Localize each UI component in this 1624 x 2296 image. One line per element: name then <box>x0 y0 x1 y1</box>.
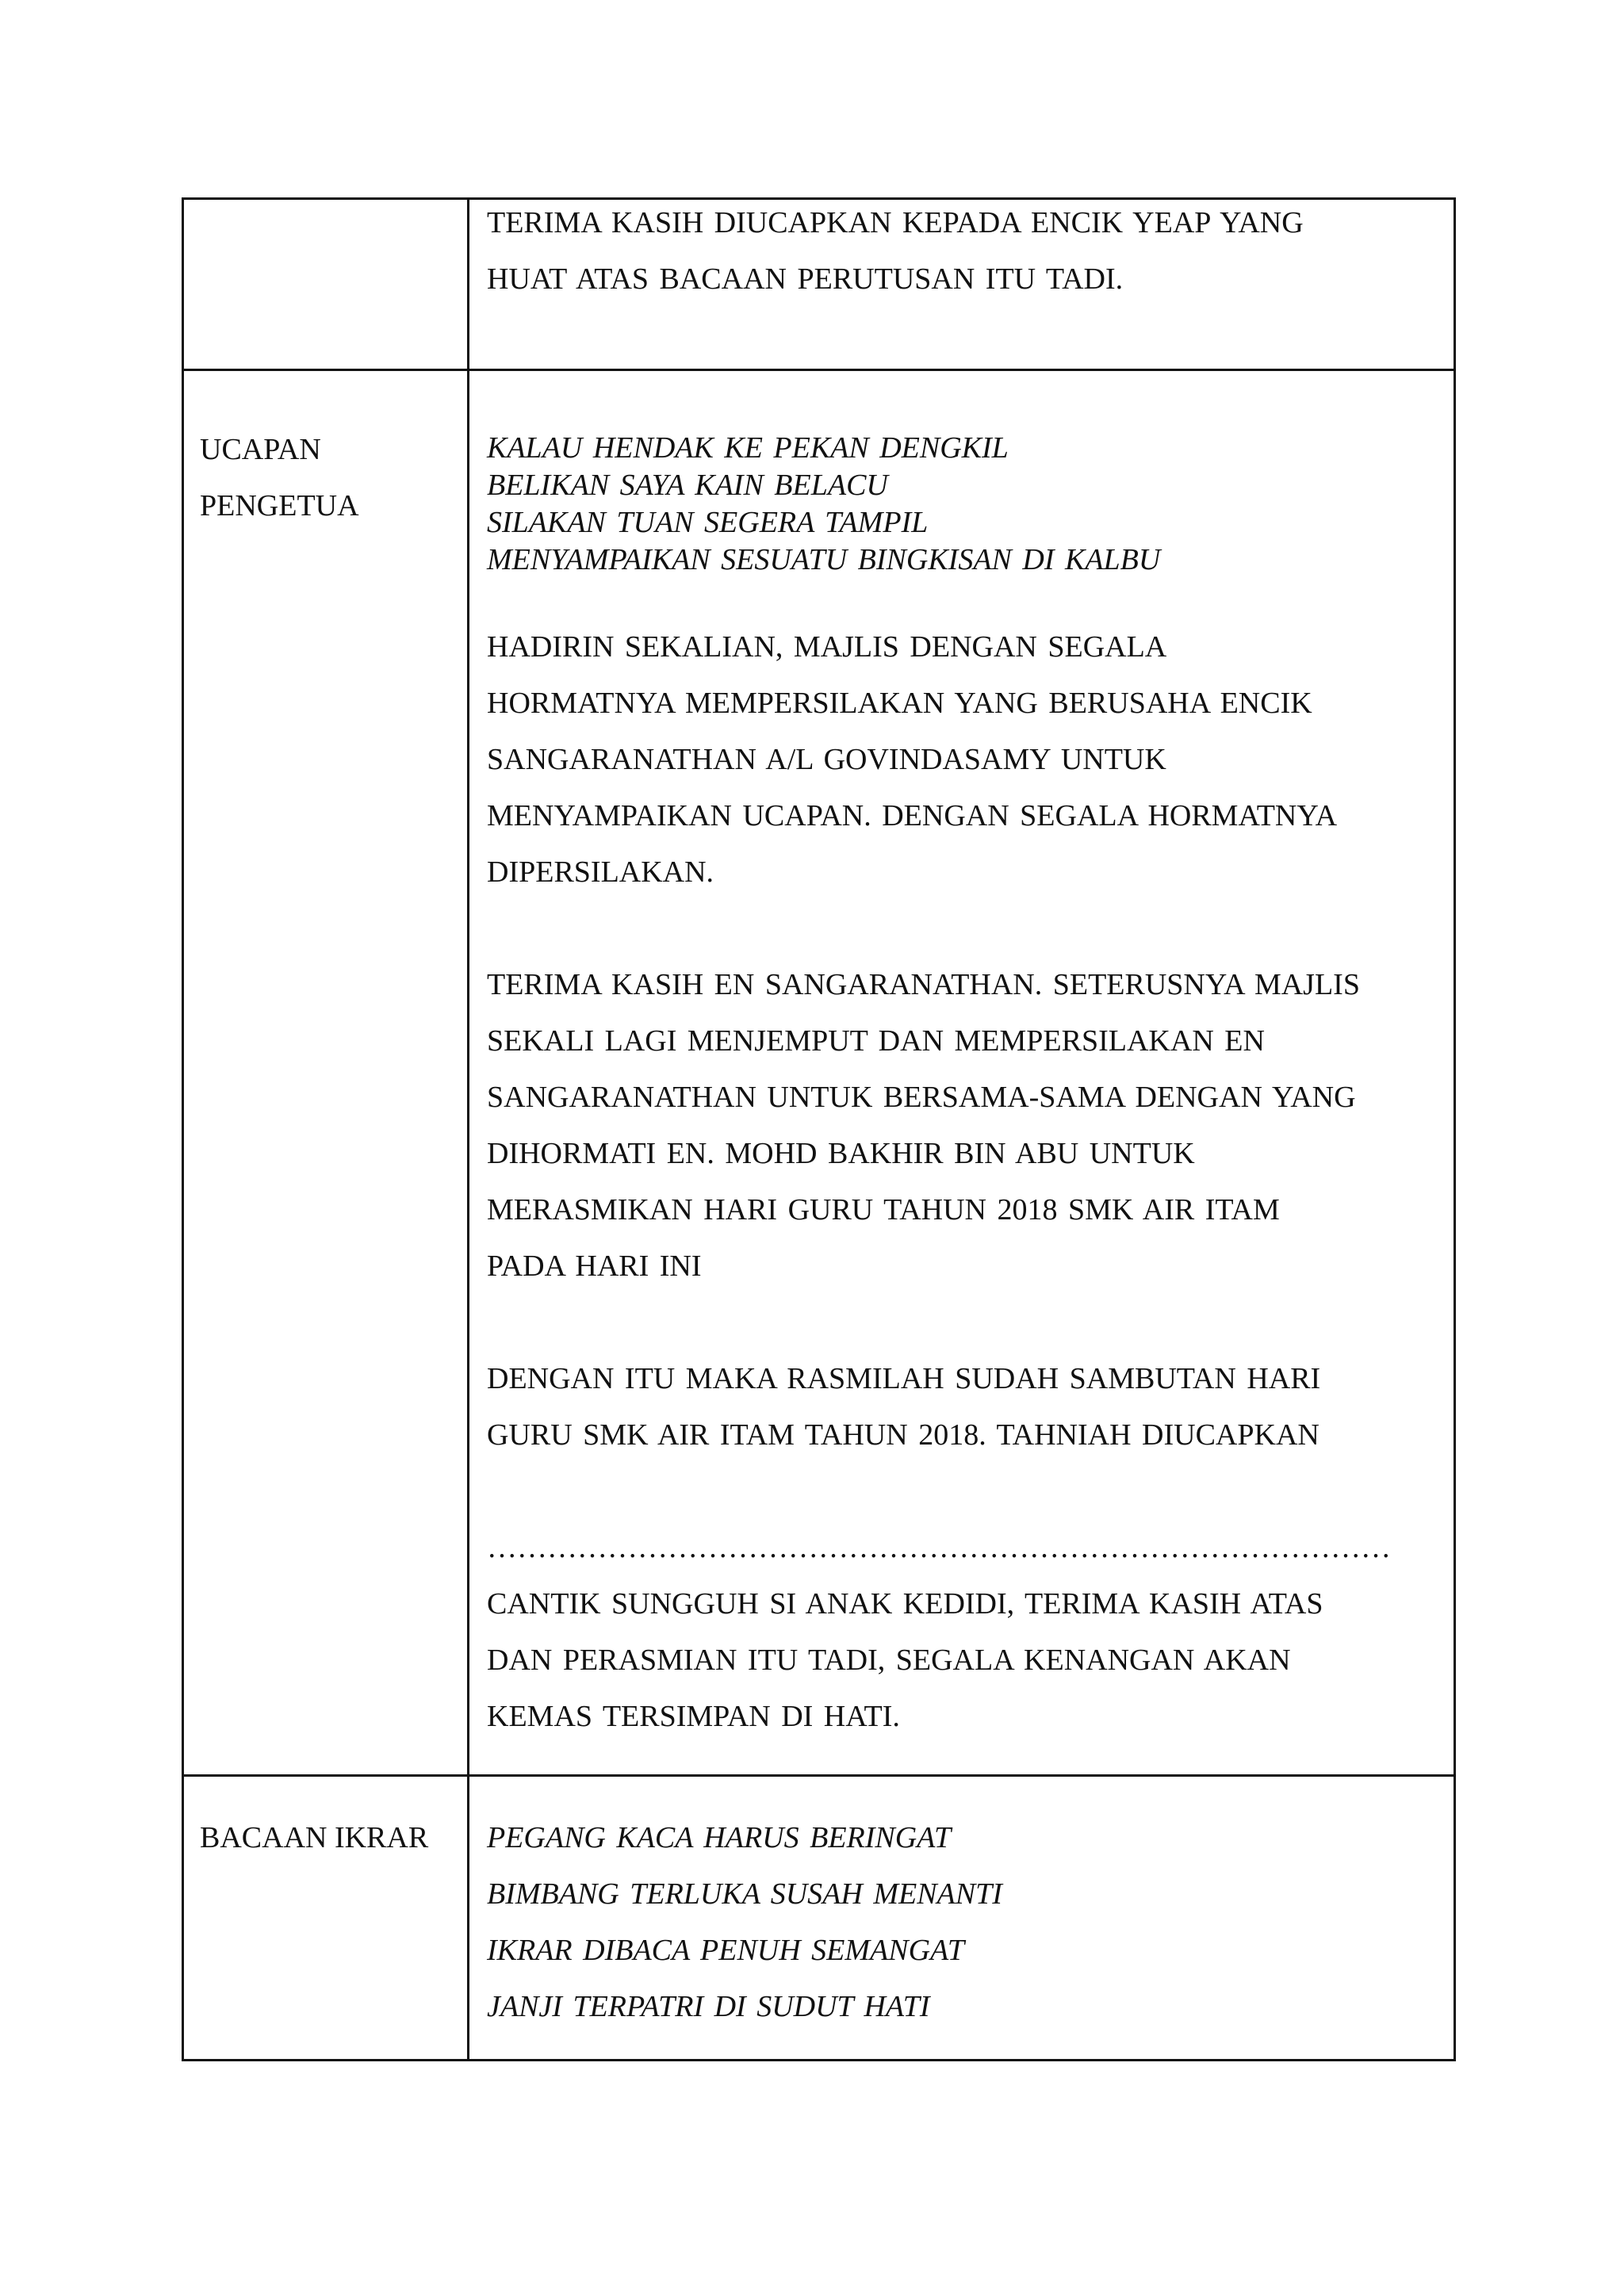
section-label: UCAPAN <box>200 433 321 466</box>
pantun-verse <box>487 1810 1438 2035</box>
text-line: SANGARANATHAN A/L GOVINDASAMY UNTUK <box>487 743 1166 776</box>
text-line: SEKALI LAGI MENJEMPUT DAN MEMPERSILAKAN EN <box>487 1024 1265 1058</box>
text-line: MENYAMPAIKAN UCAPAN. DENGAN SEGALA HORMATNYA <box>487 799 1338 832</box>
text-line: MERASMIKAN HARI GURU TAHUN 2018 SMK AIR ITAM <box>487 1193 1280 1226</box>
text-line: TERIMA KASIH DIUCAPKAN KEPADA ENCIK YEAP YANG <box>487 206 1304 239</box>
text-line: HUAT ATAS BACAAN PERUTUSAN ITU TADI. <box>487 262 1124 296</box>
paragraph <box>487 619 1438 901</box>
paragraph <box>487 957 1438 1295</box>
table-row <box>183 199 1455 370</box>
verse-line: BIMBANG TERLUKA SUSAH MENANTI <box>487 1877 1002 1911</box>
row-content-cell <box>469 1776 1455 2061</box>
verse-line: KALAU HENDAK KE PEKAN DENGKIL <box>487 431 1009 465</box>
text-line: HORMATNYA MEMPERSILAKAN YANG BERUSAHA ENCIK <box>487 687 1312 720</box>
text-line: SANGARANATHAN UNTUK BERSAMA-SAMA DENGAN YANG <box>487 1081 1356 1114</box>
row-content-cell <box>469 199 1455 370</box>
verse-line: BELIKAN SAYA KAIN BELACU <box>487 469 888 502</box>
text-line: GURU SMK AIR ITAM TAHUN 2018. TAHNIAH DIUCAPKAN <box>487 1418 1320 1452</box>
row-label-cell <box>183 1776 469 2061</box>
text-line: CANTIK SUNGGUH SI ANAK KEDIDI, TERIMA KASIH ATAS <box>487 1587 1323 1621</box>
section-label: PENGETUA <box>200 489 359 522</box>
ceremony-script-table <box>182 197 1456 2061</box>
paragraph <box>487 195 1438 308</box>
text-line: PADA HARI INI <box>487 1249 702 1283</box>
row-label-cell <box>183 370 469 1776</box>
text-line: DIPERSILAKAN. <box>487 855 714 889</box>
text-line: DENGAN ITU MAKA RASMILAH SUDAH SAMBUTAN HARI <box>487 1362 1321 1395</box>
row-label-cell <box>183 199 469 370</box>
verse-line: SILAKAN TUAN SEGERA TAMPIL <box>487 506 929 539</box>
text-line: HADIRIN SEKALIAN, MAJLIS DENGAN SEGALA <box>487 630 1167 664</box>
text-line: TERIMA KASIH EN SANGARANATHAN. SETERUSNYA MAJLIS <box>487 968 1360 1001</box>
paragraph <box>487 1351 1438 1464</box>
text-line: DAN PERASMIAN ITU TADI, SEGALA KENANGAN AKAN <box>487 1644 1291 1677</box>
text-line: DIHORMATI EN. MOHD BAKHIR BIN ABU UNTUK <box>487 1137 1195 1170</box>
pantun-verse <box>487 430 1438 579</box>
section-label: BACAAN IKRAR <box>200 1821 429 1854</box>
paragraph <box>487 1520 1438 1745</box>
verse-line: MENYAMPAIKAN SESUATU BINGKISAN DI KALBU <box>487 543 1161 576</box>
verse-line: IKRAR DIBACA PENUH SEMANGAT <box>487 1934 964 1967</box>
verse-line: PEGANG KACA HARUS BERINGAT <box>487 1821 952 1854</box>
ellipsis-line: ……………………………………………………………………………… <box>487 1531 1391 1564</box>
table-row <box>183 1776 1455 2061</box>
text-line: KEMAS TERSIMPAN DI HATI. <box>487 1700 900 1733</box>
table-row <box>183 370 1455 1776</box>
verse-line: JANJI TERPATRI DI SUDUT HATI <box>487 1990 930 2023</box>
row-content-cell <box>469 370 1455 1776</box>
